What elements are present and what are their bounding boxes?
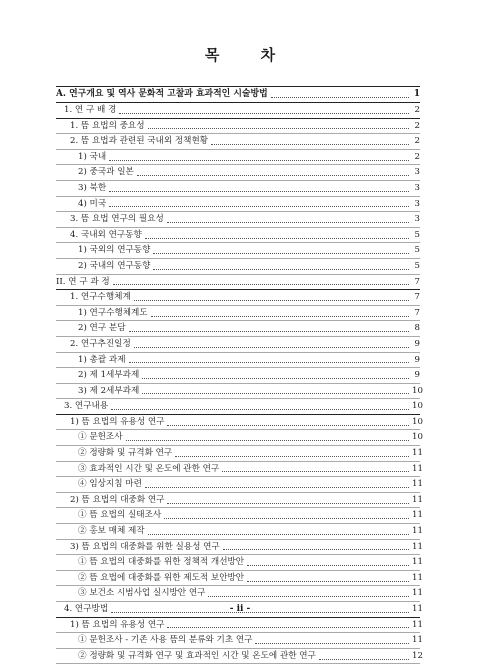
toc-entry bbox=[56, 586, 423, 602]
toc-entry-title: ④ 임상지침 마련 bbox=[78, 477, 144, 492]
toc-entry bbox=[56, 430, 423, 446]
toc-leader-dots bbox=[134, 347, 409, 348]
toc-entry bbox=[56, 384, 423, 400]
toc-entry bbox=[56, 228, 420, 244]
toc-entry-page: 11 bbox=[412, 463, 423, 474]
toc-entry-title: 1. 연구수행체계 bbox=[70, 290, 133, 305]
toc-entry-page: 11 bbox=[412, 541, 423, 552]
toc-entry-page: 10 bbox=[412, 416, 423, 427]
toc-leader-dots bbox=[142, 393, 409, 394]
toc-entry-page: 11 bbox=[412, 588, 423, 599]
toc-entry bbox=[56, 212, 420, 228]
toc-entry-title: A. 연구개요 및 역사 문화적 고찰과 효과적인 시술방법 bbox=[56, 87, 270, 102]
toc-leader-dots bbox=[167, 503, 409, 504]
toc-entry-page: 10 bbox=[412, 432, 423, 443]
toc-entry bbox=[56, 165, 420, 181]
toc-entry-title: ② 홍보 매체 제작 bbox=[78, 524, 147, 539]
toc-entry bbox=[56, 555, 423, 571]
toc-leader-dots bbox=[167, 425, 409, 426]
toc-entry bbox=[56, 477, 423, 493]
toc-entry-title: 1) 총괄 과제 bbox=[78, 353, 128, 368]
toc-leader-dots bbox=[148, 128, 409, 129]
toc-entry-title: 4. 국내외 연구동향 bbox=[70, 228, 144, 243]
toc-entry-page: 11 bbox=[412, 604, 423, 614]
toc-leader-dots bbox=[247, 565, 409, 566]
toc-entry-page: 8 bbox=[414, 323, 420, 334]
toc-entry-title: 4) 미국 bbox=[78, 197, 108, 212]
toc-entry-page: 1 bbox=[413, 89, 420, 100]
toc-entry-title: 3. 연구내용 bbox=[64, 399, 110, 414]
toc-entry bbox=[56, 134, 420, 150]
toc-leader-dots bbox=[145, 487, 409, 488]
toc-entry-title: 2) 중국과 일본 bbox=[78, 165, 136, 180]
toc-entry-page: 3 bbox=[414, 214, 420, 225]
toc-leader-dots bbox=[223, 549, 409, 550]
toc-leader-dots bbox=[151, 316, 409, 317]
toc-entry-page: 2 bbox=[414, 120, 420, 131]
toc-leader-dots bbox=[126, 440, 409, 441]
toc-entry-title: 1) 연구수행체계도 bbox=[78, 306, 150, 321]
toc-entry-page: 11 bbox=[412, 619, 423, 630]
toc-leader-dots bbox=[145, 238, 409, 239]
toc-entry-title: 3. 뜸 요법 연구의 필요성 bbox=[70, 212, 166, 227]
toc-leader-dots bbox=[164, 518, 409, 519]
toc-entry-title: ① 뜸 요법의 대중화를 위한 정책적 개선방안 bbox=[78, 555, 246, 570]
toc-leader-dots bbox=[109, 160, 409, 161]
toc-leader-dots bbox=[222, 471, 409, 472]
page-title: 목 차 bbox=[204, 46, 294, 64]
toc-entry bbox=[56, 415, 423, 431]
toc-leader-dots bbox=[319, 659, 409, 660]
toc-entry-page: 10 bbox=[412, 385, 423, 396]
toc-entry bbox=[56, 275, 420, 291]
toc-entry bbox=[56, 86, 420, 103]
toc-entry-title: 1) 뜸 요법의 유용성 연구 bbox=[70, 618, 166, 633]
toc-entry-title: ③ 보건소 시범사업 실시방안 연구 bbox=[78, 586, 207, 601]
toc-leader-dots bbox=[175, 456, 409, 457]
toc-entry bbox=[56, 540, 423, 556]
toc-entry-page: 11 bbox=[412, 510, 423, 521]
toc-entry bbox=[56, 103, 420, 119]
toc-entry-page: 9 bbox=[414, 370, 420, 381]
toc-entry bbox=[56, 524, 423, 540]
toc-entry-page: 5 bbox=[414, 245, 420, 256]
toc-entry-page: 11 bbox=[412, 494, 423, 505]
toc-entry-title: II. 연 구 과 정 bbox=[56, 275, 112, 290]
toc-entry-title: 3) 뜸 요법의 대중화를 위한 실용성 연구 bbox=[70, 540, 222, 555]
toc-leader-dots bbox=[129, 331, 410, 332]
toc-leader-dots bbox=[113, 284, 409, 285]
toc-entry bbox=[56, 508, 423, 524]
toc-entry-page: 7 bbox=[414, 292, 420, 303]
toc-entry-title: ③ 효과적인 시간 및 온도에 관한 연구 bbox=[78, 462, 221, 477]
toc-entry-page: 7 bbox=[414, 307, 420, 318]
toc-leader-dots bbox=[111, 409, 409, 410]
toc-entry-page: 11 bbox=[412, 526, 423, 537]
toc-entry-page: 11 bbox=[412, 557, 423, 568]
toc-entry-title: 1) 뜸 요법의 유용성 연구 bbox=[70, 415, 166, 430]
toc-entry bbox=[56, 243, 420, 259]
toc-entry bbox=[56, 119, 420, 135]
toc-entry-title: 2. 뜸 요법과 관련된 국내외 정책현황 bbox=[70, 134, 210, 149]
toc-entry bbox=[56, 150, 420, 166]
toc-leader-dots bbox=[109, 206, 409, 207]
toc-entry-title: 2. 연구추진일정 bbox=[70, 337, 133, 352]
page-number: - ii - bbox=[229, 604, 251, 614]
toc-entry-title: 2) 제 1세부과제 bbox=[78, 368, 141, 383]
toc-entry bbox=[56, 290, 420, 306]
toc-leader-dots bbox=[129, 362, 410, 363]
toc-entry bbox=[56, 633, 423, 649]
toc-entry-page: 5 bbox=[414, 260, 420, 271]
toc-entry-title: 4. 연구방법 bbox=[64, 602, 110, 617]
toc-leader-dots bbox=[148, 534, 409, 535]
toc-entry bbox=[56, 321, 420, 337]
toc-leader-dots bbox=[153, 269, 409, 270]
toc-entry bbox=[56, 197, 420, 213]
toc-leader-dots bbox=[134, 300, 409, 301]
toc-entry-title: ① 문헌조사 - 기존 사용 뜸의 분류와 기초 연구 bbox=[78, 633, 254, 648]
toc-leader-dots bbox=[208, 596, 409, 597]
toc-entry bbox=[56, 353, 420, 369]
toc-entry bbox=[56, 571, 423, 587]
toc-entry-page: 2 bbox=[414, 105, 420, 115]
table-of-contents bbox=[56, 86, 423, 664]
toc-entry-title: 2) 국내의 연구동향 bbox=[78, 259, 152, 274]
toc-entry bbox=[56, 493, 423, 509]
toc-leader-dots bbox=[167, 627, 409, 628]
toc-entry-page: 2 bbox=[414, 151, 420, 162]
toc-entry bbox=[56, 399, 423, 415]
toc-entry bbox=[56, 649, 423, 664]
toc-leader-dots bbox=[167, 222, 409, 223]
toc-entry bbox=[56, 337, 420, 353]
toc-entry-page: 11 bbox=[412, 448, 423, 459]
toc-entry-title: ① 문헌조사 bbox=[78, 430, 125, 445]
toc-leader-dots bbox=[109, 191, 409, 192]
toc-entry-page: 7 bbox=[414, 276, 420, 287]
toc-entry-title: 1) 국외의 연구동향 bbox=[78, 243, 152, 258]
toc-leader-dots bbox=[153, 253, 409, 254]
toc-entry bbox=[56, 446, 423, 462]
toc-leader-dots bbox=[142, 378, 409, 379]
toc-entry-page: 5 bbox=[414, 229, 420, 240]
toc-entry-title: ② 정량화 및 규격화 연구 및 효과적인 시간 및 온도에 관한 연구 bbox=[78, 649, 318, 664]
toc-leader-dots bbox=[137, 175, 409, 176]
toc-entry-title: 3) 제 2세부과제 bbox=[78, 384, 141, 399]
toc-entry-page: 11 bbox=[412, 572, 423, 583]
toc-leader-dots bbox=[255, 643, 409, 644]
toc-leader-dots bbox=[211, 144, 409, 145]
toc-entry-page: 2 bbox=[414, 136, 420, 147]
toc-entry bbox=[56, 462, 423, 478]
toc-entry-title: 2) 연구 분담 bbox=[78, 321, 128, 336]
toc-entry bbox=[56, 618, 423, 634]
toc-entry-page: 3 bbox=[414, 182, 420, 193]
toc-entry-page: 11 bbox=[412, 635, 423, 646]
toc-leader-dots bbox=[119, 113, 409, 114]
toc-entry bbox=[56, 306, 420, 322]
toc-entry-title: 2) 뜸 요법의 대중화 연구 bbox=[70, 493, 166, 508]
toc-entry bbox=[56, 368, 420, 384]
toc-entry-page: 9 bbox=[414, 354, 420, 365]
toc-entry-title: ① 뜸 요법의 실태조사 bbox=[78, 508, 163, 523]
toc-entry-page: 10 bbox=[412, 401, 423, 412]
toc-entry-page: 3 bbox=[414, 167, 420, 178]
toc-entry bbox=[56, 181, 420, 197]
toc-entry-page: 11 bbox=[412, 479, 423, 490]
toc-entry-page: 3 bbox=[414, 198, 420, 209]
toc-entry-title: 3) 북한 bbox=[78, 181, 108, 196]
toc-leader-dots bbox=[271, 97, 409, 98]
toc-entry-title: ② 정량화 및 규격화 연구 bbox=[78, 446, 174, 461]
toc-entry-title: ② 뜸 요법에 대중화를 위한 제도적 보안방안 bbox=[78, 571, 246, 586]
toc-entry-page: 12 bbox=[412, 650, 423, 661]
toc-leader-dots bbox=[247, 581, 409, 582]
toc-entry bbox=[56, 259, 420, 275]
toc-entry-title: 1. 연 구 배 경 bbox=[64, 103, 118, 118]
toc-entry-title: 1. 뜸 요법의 중요성 bbox=[70, 119, 147, 134]
toc-entry-title: 1) 국내 bbox=[78, 150, 108, 165]
toc-entry-page: 9 bbox=[414, 338, 420, 349]
